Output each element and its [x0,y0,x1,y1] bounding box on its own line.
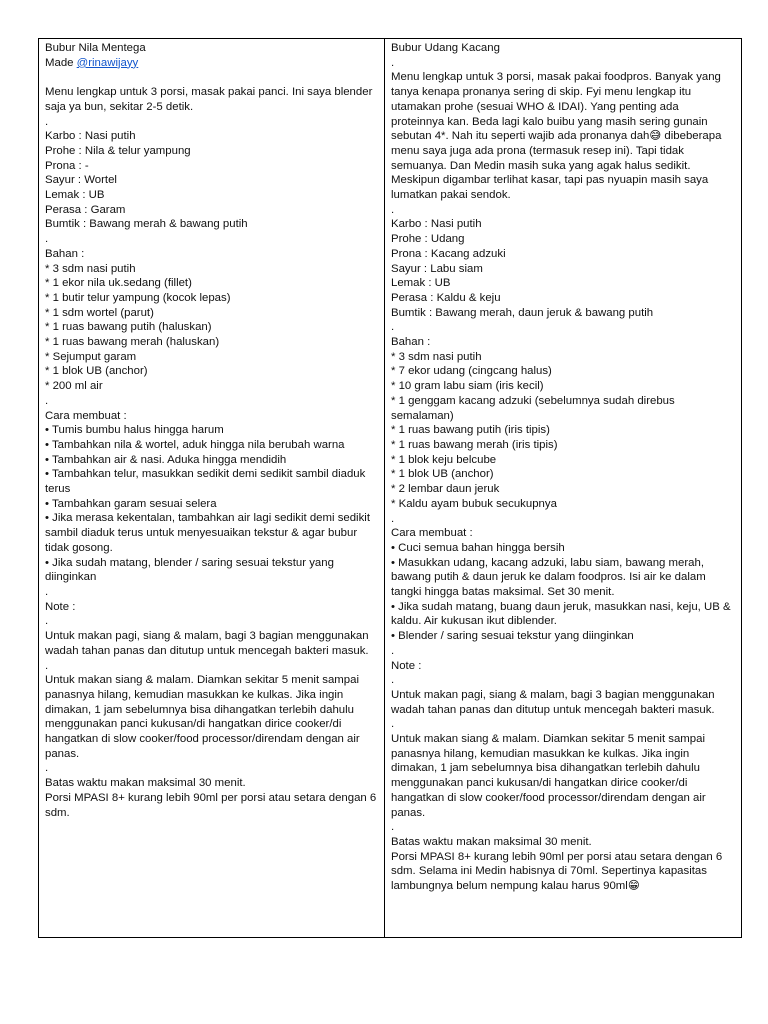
text-line: • Jika sudah matang, buang daun jeruk, masukkan nasi, keju, UB & kaldu. Air kukusan ikut diblender. [391,600,734,628]
text-line: Prona : Kacang adzuki [391,247,506,260]
text-line: Menu lengkap untuk 3 porsi, masak pakai panci. Ini saya blender saja ya bun, sekitar 2-5 detik. [45,86,376,113]
text-line: * 200 ml air [45,380,103,393]
recipe-title: Bubur Nila Mentega [45,42,146,54]
text-line: Cara membuat : [45,409,127,422]
text-line: Karbo : Nasi putih [391,218,482,231]
text-line: * 1 blok UB (anchor) [45,365,148,378]
text-line: Untuk makan siang & malam. Diamkan sekitar 5 menit sampai panasnya hilang, kemudian masukkan ke kulkas. Jika ingin dimakan, 1 jam sebelumnya bisa dihangatkan terlebih dahulu menggunakan panci kukusan/di hangatkan dirice cooker/di hangatkan di slow cooker/food processor/direndam dengan air panas. [45,674,363,760]
recipe-title: Bubur Udang Kacang [391,42,500,54]
text-line: * Kaldu ayam bubuk secukupnya [391,497,557,510]
text-line: . [391,321,395,334]
text-line: . [45,586,49,598]
text-line: Porsi MPASI 8+ kurang lebih 90ml per porsi atau setara dengan 6 sdm. Selama ini Medin habisnya di 70ml. Sepertinya kapasitas lambungnya belum nempung kalau harus 90ml😁 [391,850,726,893]
text-line: • Tambahkan air & nasi. Aduka hingga mendidih [45,453,287,466]
text-line: Untuk makan pagi, siang & malam, bagi 3 bagian menggunakan wadah tahan panas dan ditutup untuk mencegah bakteri masuk. [45,630,372,657]
text-line: * 1 ruas bawang merah (haluskan) [45,336,220,349]
author-link[interactable]: @rinawijayy [76,56,139,69]
text-line: Lemak : UB [45,189,105,202]
text-line: . [45,233,49,246]
text-line: . [391,644,395,657]
text-line: Bahan : [391,336,431,349]
recipe-column-bubur-udang-kacang [385,39,741,937]
text-line: Prohe : Udang [391,233,465,246]
text-line: • Tambahkan garam sesuai selera [45,497,217,510]
text-line: • Jika sudah matang, blender / saring sesuai tekstur yang diinginkan [45,556,338,584]
text-line: Bumtik : Bawang merah & bawang putih [45,218,248,231]
text-line: * 10 gram labu siam (iris kecil) [391,380,544,393]
text-line: Bumtik : Bawang merah, daun jeruk & bawang putih [391,306,654,319]
text-line: * 1 blok keju belcube [391,453,497,466]
recipe-body [45,70,378,820]
text-line: . [391,512,395,525]
text-line: Lemak : UB [391,277,451,290]
text-line: Prona : - [45,159,89,172]
text-line: . [391,718,395,731]
text-line: Perasa : Kaldu & keju [391,291,501,304]
text-line: . [391,56,395,69]
text-line: Menu lengkap untuk 3 porsi, masak pakai foodpros. Banyak yang tanya kenapa pronanya sering di skip. Fyi menu lengkap itu utamakan prohe (sesuai WHO & IDAI). Yang penting ada proteinnya kan. Beda lagi kalo buibu yang masih sering gunain sebutan 4*. Nah itu seperti wajib ada pronanya dah😅 dibeberapa menu saya juga ada prona (termasuk resep ini). Tapi tidak semuanya. Dan Medin masih suka yang agak halus sedikit. Meskipun digambar terlihat kasar, tapi pas nyuapin masih saya lumatkan pakai sendok. [391,71,725,202]
made-by-line [45,56,378,71]
recipe-column-bubur-nila-mentega [39,39,385,937]
text-line: Batas waktu makan maksimal 30 menit. [45,777,246,790]
text-line: * 1 sdm wortel (parut) [45,306,154,319]
text-line: Sayur : Wortel [45,174,117,187]
text-line: . [45,615,49,628]
text-line: • Tambahkan telur, masukkan sedikit demi sedikit sambil diaduk terus [45,468,369,496]
text-line: * 3 sdm nasi putih [45,262,136,275]
text-line: Untuk makan pagi, siang & malam, bagi 3 bagian menggunakan wadah tahan panas dan ditutup untuk mencegah bakteri masuk. [391,688,718,716]
text-line: . [391,203,395,216]
text-line: • Blender / saring sesuai tekstur yang diinginkan [391,630,634,643]
text-line: • Tumis bumbu halus hingga harum [45,424,224,437]
text-line: Porsi MPASI 8+ kurang lebih 90ml per porsi atau setara dengan 6 sdm. [45,791,380,819]
text-line: * 1 ruas bawang merah (iris tipis) [391,438,558,451]
text-line: * 1 ruas bawang putih (iris tipis) [391,424,550,437]
text-line: Note : [45,600,76,613]
text-line: Bahan : [45,247,85,260]
recipe-table [38,38,742,938]
text-line: * 1 genggam kacang adzuki (sebelumnya sudah direbus semalaman) [391,394,678,422]
text-line: * 1 butir telur yampung (kocok lepas) [45,291,231,304]
text-line: • Masukkan udang, kacang adzuki, labu siam, bawang merah, bawang putih & daun jeruk ke dalam foodpros. Isi air ke dalam tangki hingga batas maksimal. Set 30 menit. [391,556,709,599]
made-by-label: Made [45,56,77,69]
text-line: * 7 ekor udang (cingcang halus) [391,365,552,378]
text-line [45,70,378,85]
text-line: Note : [391,659,422,672]
text-line: . [45,762,49,775]
text-line: • Cuci semua bahan hingga bersih [391,541,565,554]
text-line: • Tambahkan nila & wortel, aduk hingga nila berubah warna [45,438,345,451]
text-line: . [45,659,49,672]
text-line: . [391,821,395,834]
text-line: * 1 blok UB (anchor) [391,468,494,481]
text-line: * 1 ekor nila uk.sedang (fillet) [45,277,192,290]
text-line: * 2 lembar daun jeruk [391,483,500,496]
text-line: . [391,674,395,687]
text-line: Sayur : Labu siam [391,262,483,275]
text-line: * Sejumput garam [45,350,137,363]
text-line: Cara membuat : [391,527,473,540]
text-line: Untuk makan siang & malam. Diamkan sekitar 5 menit sampai panasnya hilang, kemudian masukkan ke kulkas. Jika ingin dimakan, 1 jam sebelumnya bisa dihangatkan terlebih dahulu menggunakan panci kukusan/di hangatkan dirice cooker/di hangatkan di slow cooker/food processor/direndam dengan air panas. [391,733,709,819]
text-line: . [45,115,49,128]
text-line: * 1 ruas bawang putih (haluskan) [45,321,212,334]
text-line: Perasa : Garam [45,203,126,216]
text-line: * 3 sdm nasi putih [391,350,482,363]
text-line: Karbo : Nasi putih [45,130,136,143]
text-line: Prohe : Nila & telur yampung [45,144,191,157]
text-line: . [45,394,49,407]
text-line: Batas waktu makan maksimal 30 menit. [391,835,592,848]
text-line: • Jika merasa kekentalan, tambahkan air lagi sedikit demi sedikit sambil diaduk terus untuk menyesuaikan tekstur & agar bubur tidak gosong. [45,512,374,554]
recipe-body [391,56,735,894]
